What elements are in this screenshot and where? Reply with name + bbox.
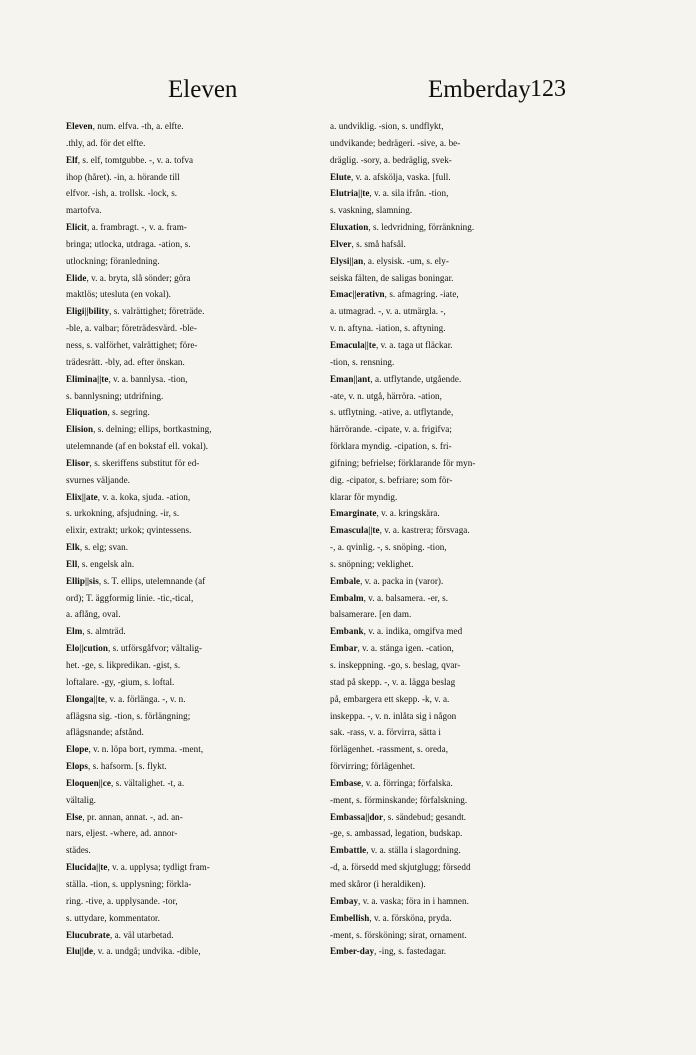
dictionary-line: Eluxation, s. ledvridning, förränkning. (330, 222, 475, 233)
headword: Embassa||dor (330, 811, 384, 822)
dictionary-line: -ble, a. valbar; företrädesvärd. -ble- (66, 323, 197, 334)
dictionary-line: härrörande. -cipate, v. a. frigifva; (330, 424, 452, 435)
dictionary-line: Elute, v. a. afskölja, vaska. [full. (330, 171, 451, 182)
dictionary-line: Elide, v. a. bryta, slå sönder; göra (66, 272, 191, 283)
dictionary-line: -ment, s. förminskande; förfalskning. (330, 794, 468, 805)
headword: Elonga||te (66, 693, 105, 704)
dictionary-line: loftalare. -gy, -gium, s. loftal. (66, 676, 175, 687)
dictionary-line: svurnes väljande. (66, 474, 130, 485)
dictionary-line: Elucida||te, v. a. upplysa; tydligt fram- (66, 862, 210, 873)
dictionary-line: Eloquen||ce, s. vältalighet. -t, a. (66, 777, 185, 788)
dictionary-line: -tion, s. rensning. (330, 356, 395, 367)
dictionary-line: Elimina||te, v. a. bannlysa. -tion, (66, 373, 188, 384)
dictionary-line: Elucubrate, a. väl utarbetad. (66, 929, 174, 940)
dictionary-line: Elix||ate, v. a. koka, sjuda. -ation, (66, 491, 191, 502)
dictionary-line: .thly, ad. för det elfte. (66, 137, 146, 148)
dictionary-line: Ember-day, -ing, s. fastedagar. (330, 946, 447, 957)
headword: Elver (330, 238, 352, 249)
dictionary-line: Eliquation, s. segring. (66, 407, 150, 418)
headword: Embattle (330, 845, 367, 856)
dictionary-line: a. undviklig. -sion, s. undflykt, (330, 121, 444, 131)
headword: Eliquation (66, 407, 108, 418)
dictionary-line: ihop (håret). -in, a. hörande till (66, 171, 180, 182)
dictionary-line: Emacula||te, v. a. taga ut fläckar. (330, 339, 453, 350)
header-left-guide-word: Eleven (168, 76, 238, 103)
headword: Elucida||te (66, 862, 108, 873)
headword: Elimina||te (66, 373, 109, 384)
dictionary-line: Elu||de, v. a. undgå; undvika. -dible, (66, 946, 201, 957)
dictionary-line: utelemnande (af en bokstaf ell. vokal). (66, 441, 209, 452)
dictionary-line: vältalig. (66, 794, 96, 805)
dictionary-line: Elysi||an, a. elysisk. -um, s. ely- (330, 255, 449, 266)
dictionary-line: Embank, v. a. indika, omgifva med (330, 626, 463, 637)
headword: Elide (66, 272, 87, 283)
headword: Emarginate (330, 508, 377, 519)
dictionary-line: elfvor. -ish, a. trollsk. -lock, s. (66, 188, 178, 199)
headword: Embale (330, 575, 361, 586)
dictionary-line: ring. -tive, a. upplysande. -tor, (66, 895, 178, 906)
page-number: 123 (530, 76, 566, 102)
dictionary-line: -ment, s. försköning; sirat, ornament. (330, 929, 467, 940)
dictionary-line: ställa. -tion, s. upplysning; förkla- (66, 878, 192, 889)
dictionary-line: Embalm, v. a. balsamera. -er, s. (330, 592, 449, 603)
headword: Elisor (66, 457, 90, 468)
headword: Elope (66, 744, 89, 755)
dictionary-line: Emarginate, v. a. kringskära. (330, 508, 440, 519)
dictionary-line: Elver, s. små hafsål. (330, 238, 406, 249)
dictionary-line: balsamerare. [en dam. (330, 609, 412, 620)
dictionary-line: Emac||erativn, s. afmagring. -iate, (330, 289, 459, 300)
dictionary-line: Ellip||sis, s. T. ellips, utelemnande (af (66, 575, 206, 586)
headword: Embay (330, 895, 359, 906)
dictionary-line: elixir, extrakt; urkok; qvintessens. (66, 525, 192, 536)
dictionary-line: Elonga||te, v. a. förlänga. -, v. n. (66, 693, 186, 704)
dictionary-line: stad på skepp. -, v. a. lägga beslag (330, 676, 456, 687)
dictionary-line: Elision, s. delning; ellips, bortkastning, (66, 424, 212, 435)
dictionary-line: -ge, s. ambassad, legation, budskap. (330, 828, 463, 839)
dictionary-line: Embellish, v. a. försköna, pryda. (330, 912, 452, 923)
dictionary-line: klarar för myndig. (330, 491, 398, 502)
headword: Elo||cution (66, 643, 108, 654)
dictionary-line: Elk, s. elg; svan. (66, 542, 129, 553)
dictionary-line: martofva. (66, 205, 102, 216)
dictionary-line: Eligi||bility, s. valrättighet; företräde. (66, 306, 205, 317)
headword: Elu||de (66, 946, 94, 957)
dictionary-line: s. inskeppning. -go, s. beslag, qvar- (330, 660, 461, 670)
dictionary-line: gifning; befrielse; förklarande för myn- (330, 457, 476, 468)
dictionary-line: Embassa||dor, s. sändebud; gesandt. (330, 811, 467, 822)
headword: Elk (66, 542, 80, 553)
headword: Eluxation (330, 222, 369, 233)
headword: Elutria||te (330, 188, 370, 199)
dictionary-line: Eman||ant, a. utflytande, utgående. (330, 373, 462, 384)
dictionary-line: inskeppa. -, v. n. inlåta sig i någon (330, 710, 457, 721)
dictionary-line: s. utflytning. -ative, a. utflytande, (330, 407, 454, 418)
headword: Embellish (330, 912, 370, 923)
headword: Eleven (66, 121, 93, 131)
dictionary-line: -d, a. försedd med skjutglugg; försedd (330, 862, 471, 873)
dictionary-line: Eleven, num. elfva. -th, a. elfte. (66, 121, 184, 131)
dictionary-line: Elisor, s. skeriffens substitut för ed- (66, 457, 200, 468)
dictionary-line: Embase, v. a. förringa; förfalska. (330, 777, 453, 788)
headword: Else (66, 811, 83, 822)
dictionary-line: aflägsna sig. -tion, s. förlängning; (66, 710, 191, 721)
dictionary-line: s. uttydare, kommentator. (66, 912, 160, 923)
headword: Elf (66, 154, 78, 165)
dictionary-line: nars, eljest. -where, ad. annor- (66, 828, 178, 839)
headword: Emac||erativn (330, 289, 385, 300)
dictionary-line: het. -ge, s. likpredikan. -gist, s. (66, 660, 181, 670)
dictionary-line: a. aflång, oval. (66, 609, 121, 620)
dictionary-line: seiska fälten, de saligas boningar. (330, 272, 454, 283)
headword: Elucubrate (66, 929, 110, 940)
dictionary-line: maktlös; utesluta (en vokal). (66, 289, 171, 300)
dictionary-line: ness, s. valförhet, valrättighet; före- (66, 339, 198, 350)
headword: Eligi||bility (66, 306, 110, 317)
headword: Ellip||sis (66, 575, 99, 586)
dictionary-line: Elm, s. almträd. (66, 626, 126, 637)
dictionary-line: ord); T. äggformig linie. -tic,-tical, (66, 592, 194, 603)
headword: Ell (66, 558, 78, 569)
headword: Elute (330, 171, 351, 182)
dictionary-line: Embar, v. a. stänga igen. -cation, (330, 643, 454, 654)
dictionary-line: Ell, s. engelsk aln. (66, 558, 135, 569)
headword: Elysi||an (330, 255, 364, 266)
headword: Ember-day (330, 946, 375, 957)
headword: Embar (330, 643, 358, 654)
dictionary-line: v. n. aftyna. -iation, s. aftyning. (330, 323, 446, 334)
dictionary-line: undvikande; bedrägeri. -sive, a. be- (330, 137, 461, 148)
headword: Elm (66, 626, 83, 637)
dictionary-line: s. bannlysning; utdrifning. (66, 390, 164, 401)
headword: Emascula||te (330, 525, 380, 536)
dictionary-line: bringa; utlocka, utdraga. -ation, s. (66, 238, 191, 249)
dictionary-line: Elf, s. elf, tomtgubbe. -, v. a. tofva (66, 154, 194, 165)
dictionary-line: förklara myndig. -cipation, s. fri- (330, 441, 452, 452)
dictionary-line: Elope, v. n. löpa bort, rymma. -ment, (66, 744, 204, 755)
headword: Elision (66, 424, 94, 435)
dictionary-line: -ate, v. n. utgå, härröra. -ation, (330, 390, 442, 401)
dictionary-line: förlägenhet. -rassment, s. oreda, (330, 744, 449, 755)
dictionary-line: Embay, v. a. vaska; föra in i hamnen. (330, 895, 469, 906)
dictionary-line: Else, pr. annan, annat. -, ad. an- (66, 811, 183, 822)
dictionary-line: Elutria||te, v. a. sila ifrån. -tion, (330, 188, 449, 199)
headword: Embalm (330, 592, 364, 603)
dictionary-line: Elicit, a. frambragt. -, v. a. fram- (66, 222, 187, 233)
dictionary-line: Elops, s. hafsorm. [s. flykt. (66, 761, 167, 772)
header-right-guide-word: Emberday (428, 76, 531, 103)
dictionary-line: Elo||cution, s. utförsgåfvor; vältalig- (66, 643, 203, 654)
headword: Elix||ate (66, 491, 98, 502)
dictionary-line: -, a. qvinlig. -, s. snöping. -tion, (330, 542, 447, 553)
dictionary-line: dig. -cipator, s. befriare; som för- (330, 474, 453, 485)
dictionary-line: utlockning; föranledning. (66, 255, 160, 266)
dictionary-line: Embale, v. a. packa in (varor). (330, 575, 444, 586)
dictionary-line: trädesrätt. -bly, ad. efter önskan. (66, 356, 185, 367)
left-column (66, 118, 326, 960)
dictionary-line: sak. -rass, v. a. förvirra, sätta i (330, 727, 442, 738)
dictionary-line: s. urkokning, afsjudning. -ir, s. (66, 508, 180, 519)
dictionary-line: på, embargera ett skepp. -k, v. a. (330, 693, 450, 704)
dictionary-line: dräglig. -sory, a. bedräglig, svek- (330, 154, 452, 165)
dictionary-line: förvirring; förlägenhet. (330, 761, 416, 772)
dictionary-line: a. utmagrad. -, v. a. utmärgla. -, (330, 306, 446, 317)
dictionary-line: s. snöpning; veklighet. (330, 558, 414, 569)
dictionary-line: aflägsnande; afstånd. (66, 727, 144, 738)
dictionary-line: med skåror (i heraldiken). (330, 878, 426, 889)
dictionary-line: s. vaskning, slamning. (330, 205, 413, 216)
dictionary-line: städes. (66, 845, 91, 856)
dictionary-line: Emascula||te, v. a. kastrera; försvaga. (330, 525, 470, 536)
headword: Elicit (66, 222, 88, 233)
headword: Emacula||te (330, 339, 376, 350)
headword: Embase (330, 777, 362, 788)
dictionary-line: Embattle, v. a. ställa i slagordning. (330, 845, 461, 856)
headword: Eman||ant (330, 373, 371, 384)
right-column (330, 118, 596, 960)
headword: Eloquen||ce (66, 777, 111, 788)
headword: Embank (330, 626, 364, 637)
headword: Elops (66, 761, 88, 772)
